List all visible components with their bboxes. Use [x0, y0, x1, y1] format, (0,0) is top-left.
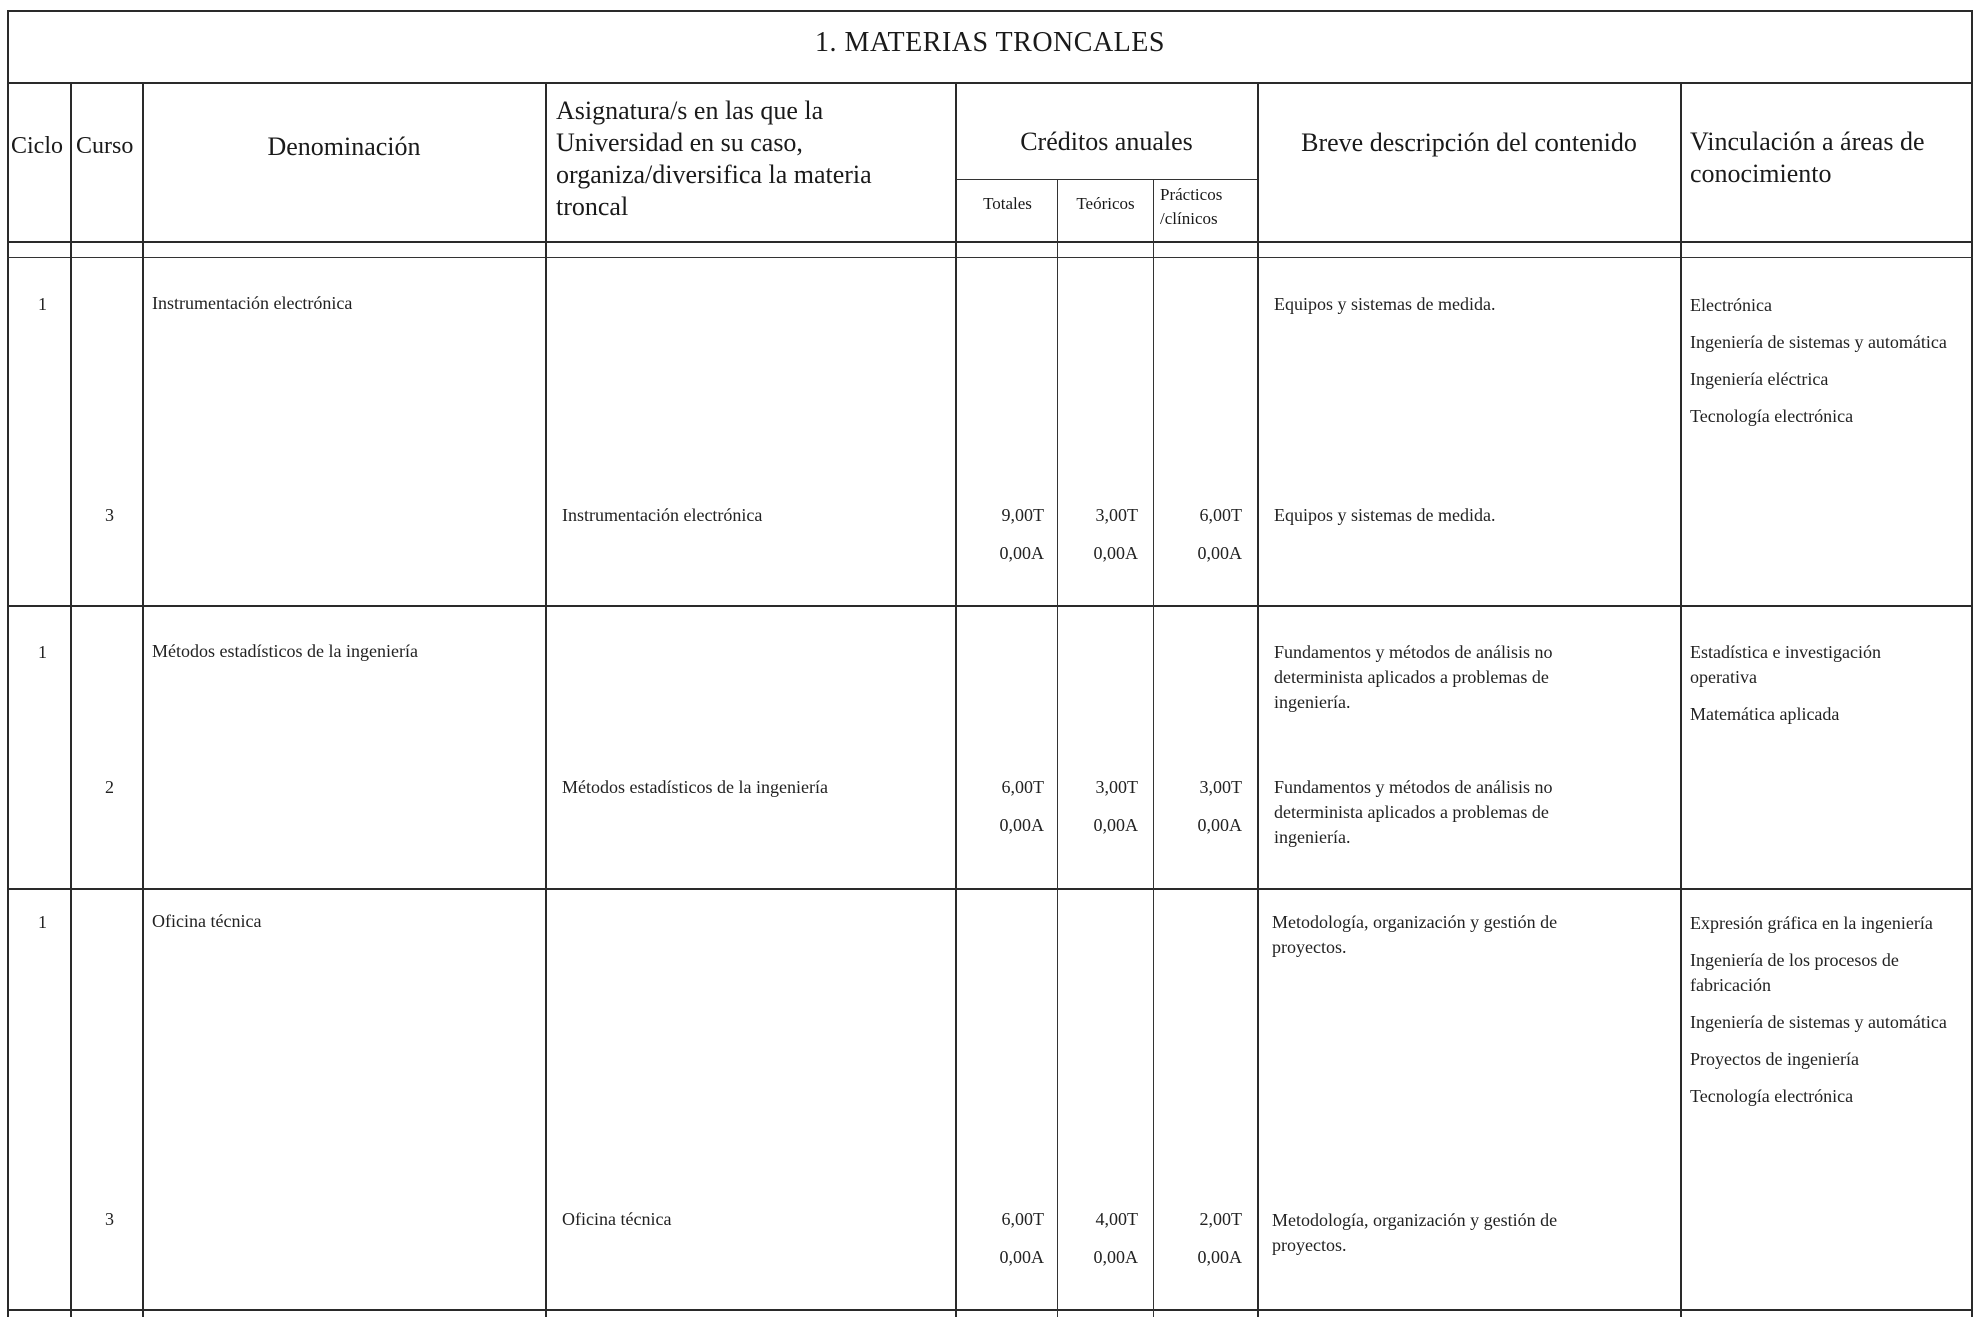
row1-totales-t: 9,00T [1001, 505, 1044, 525]
row2-asignatura: Métodos estadísticos de la ingeniería [562, 777, 828, 797]
row2-denominacion: Métodos estadísticos de la ingeniería [152, 641, 418, 661]
row3-totales-a: 0,00A [999, 1247, 1044, 1267]
row2-ciclo: 1 [38, 642, 47, 662]
row2-practicos-a: 0,00A [1197, 815, 1242, 835]
row1-ciclo: 1 [38, 294, 47, 314]
row3-denominacion: Oficina técnica [152, 911, 262, 931]
area-item: Tecnología electrónica [1690, 406, 1854, 426]
row2-totales-a: 0,00A [999, 815, 1044, 835]
rule-header-double [7, 257, 1973, 258]
header-vinculacion: Vinculación a áreas de conocimiento [1690, 127, 1925, 188]
rule-creditos-split [955, 179, 1257, 180]
area-item: Ingeniería eléctrica [1690, 369, 1829, 389]
area-item: Estadística e investigación operativa [1690, 642, 1881, 687]
row2-descripcion: Fundamentos y métodos de análisis no determinista aplicados a problemas de ingeniería. [1274, 642, 1553, 712]
header-creditos: Créditos anuales [1020, 127, 1193, 156]
rule-row2-bottom [7, 888, 1973, 890]
rule-row1-bottom [7, 605, 1973, 607]
row3-descripcion: Metodología, organización y gestión de proyectos. [1272, 912, 1558, 957]
row1-curso: 3 [105, 505, 114, 525]
row2-teoricos-a: 0,00A [1093, 815, 1138, 835]
row1-asignatura: Instrumentación electrónica [562, 505, 763, 525]
area-item: Electrónica [1690, 295, 1772, 315]
row1-teoricos-t: 3,00T [1095, 505, 1138, 525]
row1-teoricos-a: 0,00A [1093, 543, 1138, 563]
area-item: Tecnología electrónica [1690, 1086, 1854, 1106]
col-sep-asignaturas [955, 83, 957, 1317]
rule-header-bottom [7, 241, 1973, 243]
header-asignaturas: Asignatura/s en las que la Universidad en su caso, organiza/diversifica la materia troncal [556, 96, 872, 221]
row3-practicos-t: 2,00T [1199, 1209, 1242, 1229]
area-item: Ingeniería de sistemas y automática [1690, 332, 1947, 352]
row2-teoricos-t: 3,00T [1095, 777, 1138, 797]
row3-ciclo: 1 [38, 912, 47, 932]
header-ciclo: Ciclo [11, 133, 63, 159]
header-curso: Curso [76, 133, 134, 159]
area-item: Proyectos de ingeniería [1690, 1049, 1859, 1069]
table-title: 1. MATERIAS TRONCALES [815, 27, 1165, 58]
col-sep-denominacion [545, 83, 547, 1317]
col-sep-curso [142, 83, 144, 1317]
row2-practicos-t: 3,00T [1199, 777, 1242, 797]
row2-asig-descripcion: Fundamentos y métodos de análisis no determinista aplicados a problemas de ingeniería. [1274, 777, 1553, 847]
header-practicos: Prácticos /clínicos [1160, 185, 1223, 228]
col-sep-descripcion [1680, 83, 1682, 1317]
row3-teoricos-t: 4,00T [1095, 1209, 1138, 1229]
row3-areas [1690, 911, 1950, 1121]
row2-totales-t: 6,00T [1001, 777, 1044, 797]
col-sep-creditos [1257, 83, 1259, 1317]
row3-asig-descripcion: Metodología, organización y gestión de proyectos. [1272, 1210, 1558, 1255]
area-item: Ingeniería de sistemas y automática [1690, 1012, 1947, 1032]
header-denominacion: Denominación [267, 132, 421, 161]
col-sep-ciclo [70, 83, 72, 1317]
row3-asignatura: Oficina técnica [562, 1209, 672, 1229]
area-item: Matemática aplicada [1690, 704, 1840, 724]
row2-areas [1690, 640, 1950, 739]
row3-practicos-a: 0,00A [1197, 1247, 1242, 1267]
row3-totales-t: 6,00T [1001, 1209, 1044, 1229]
col-sep-totales [1057, 180, 1058, 1317]
row1-totales-a: 0,00A [999, 543, 1044, 563]
area-item: Expresión gráfica en la ingeniería [1690, 913, 1933, 933]
rule-under-title [7, 82, 1973, 84]
header-descripcion: Breve descripción del contenido [1301, 128, 1637, 157]
header-totales: Totales [983, 194, 1032, 213]
row3-teoricos-a: 0,00A [1093, 1247, 1138, 1267]
row2-curso: 2 [105, 777, 114, 797]
row1-areas [1690, 293, 1950, 441]
area-item: Ingeniería de los procesos de fabricación [1690, 950, 1899, 995]
rule-row3-bottom [7, 1309, 1973, 1311]
row1-practicos-a: 0,00A [1197, 543, 1242, 563]
row1-practicos-t: 6,00T [1199, 505, 1242, 525]
row3-curso: 3 [105, 1209, 114, 1229]
row1-denominacion: Instrumentación electrónica [152, 293, 353, 313]
row1-asig-descripcion: Equipos y sistemas de medida. [1274, 505, 1496, 525]
row1-descripcion: Equipos y sistemas de medida. [1274, 294, 1496, 314]
col-sep-teoricos [1153, 180, 1154, 1317]
header-teoricos: Teóricos [1076, 194, 1135, 213]
